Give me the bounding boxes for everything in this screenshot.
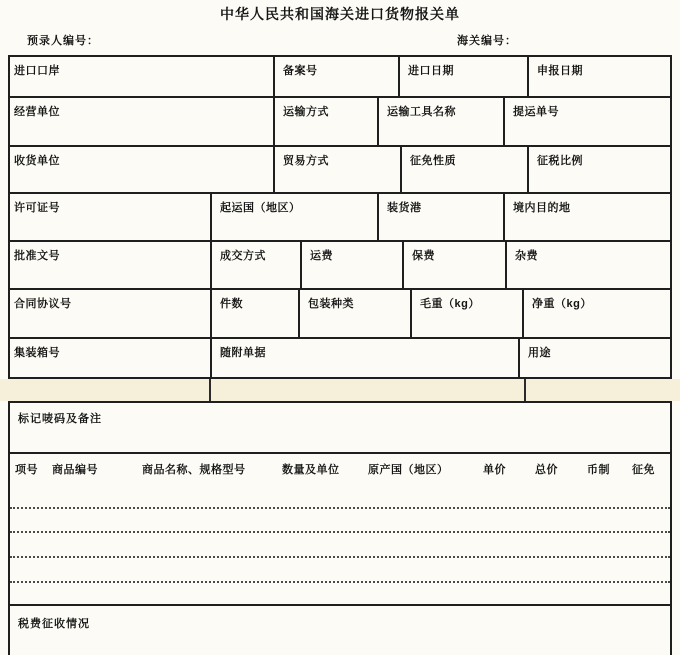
table-row [10,339,670,377]
cell-record-number: 备案号 [275,57,400,96]
goods-items-table [8,452,672,604]
tax-collection-box: 税费征收情况 [8,604,672,655]
column-header-item-number: 项号 [15,464,38,476]
customs-number-label: 海关编号： [457,35,517,47]
cell-transport-tool-name: 运输工具名称 [379,98,505,145]
table-row [10,147,670,194]
cell-bill-of-lading-number: 提运单号 [513,106,559,118]
main-info-table [8,55,672,379]
column-header-currency: 币制 [587,464,610,476]
cell-gross-weight: 毛重（kg） [412,290,524,337]
item-row-dotted-separator [10,556,670,558]
cell-transaction-mode: 成交方式 [212,242,302,288]
cell-trade-mode: 贸易方式 [275,147,402,192]
table-row [10,98,670,147]
column-header-commodity-code: 商品编号 [52,464,98,476]
cell-attached-documents: 随附单据 [212,339,520,377]
cell-freight: 运费 [302,242,404,288]
item-row-dotted-separator [10,531,670,533]
cell-consignee-unit: 收货单位 [10,147,275,192]
cell-operating-unit: 经营单位 [10,98,275,145]
column-header-levy-exemption: 征免 [632,464,655,476]
cell-insurance-premium: 保费 [404,242,507,288]
cell-domestic-destination: 境内目的地 [513,202,571,214]
cell-departure-country: 起运国（地区） [212,194,379,240]
form-title: 中华人民共和国海关进口货物报关单 [220,6,460,22]
cell-license-number: 许可证号 [10,194,212,240]
cell-import-port: 进口口岸 [10,57,275,96]
table-row [10,57,670,98]
cell-declaration-date: 申报日期 [537,65,583,77]
item-row-dotted-separator [10,507,670,509]
cell-approval-document-number: 批准文号 [10,242,212,288]
cell-container-number: 集装箱号 [10,339,212,377]
cell-transport-mode: 运输方式 [275,98,379,145]
cell-levy-exemption-nature: 征免性质 [402,147,529,192]
cell-package-count: 件数 [212,290,300,337]
table-row [10,290,670,339]
pre-entry-number-label: 预录人编号： [27,35,99,47]
cell-import-date: 进口日期 [400,57,529,96]
cell-miscellaneous-fees: 杂费 [515,250,538,262]
item-row-dotted-separator [10,581,670,583]
scan-line-artifact [209,379,211,401]
column-header-origin-country: 原产国（地区） [368,464,449,476]
column-header-total-price: 总价 [535,464,558,476]
table-row [10,194,670,242]
cell-net-weight: 净重（kg） [532,298,592,310]
cell-tax-ratio: 征税比例 [537,155,583,167]
cell-purpose: 用途 [528,347,551,359]
cell-package-type: 包装种类 [300,290,412,337]
table-row [10,242,670,290]
column-header-commodity-name-spec: 商品名称、规格型号 [142,464,246,476]
section-gap [0,379,680,401]
column-header-quantity-unit: 数量及单位 [282,464,340,476]
cell-loading-port: 装货港 [379,194,505,240]
cell-contract-agreement-number: 合同协议号 [10,290,212,337]
marks-and-remarks-box: 标记唛码及备注 [8,401,672,452]
scan-line-artifact [524,379,526,401]
column-header-unit-price: 单价 [483,464,506,476]
